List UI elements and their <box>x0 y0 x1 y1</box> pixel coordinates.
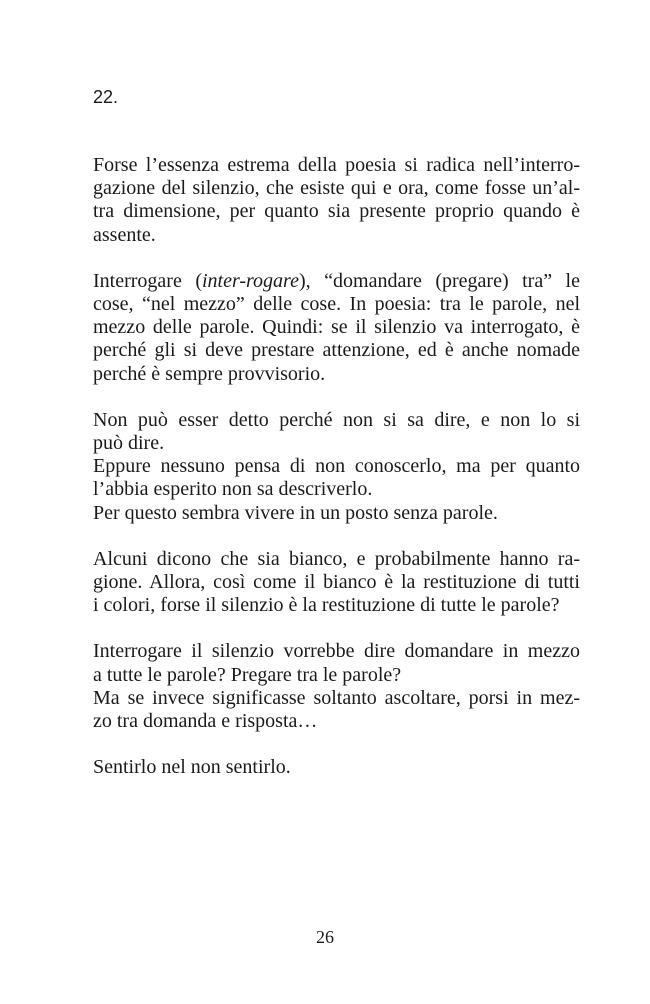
text-line: Sentirlo nel non sentirlo. <box>93 756 291 779</box>
paragraph-8 <box>93 687 580 733</box>
paragraph-4 <box>93 455 580 501</box>
text-line: gione. Allora, così come il bianco è la restituzione di tutti <box>93 571 580 594</box>
text-line: zo tra domanda e risposta… <box>93 710 318 733</box>
paragraph-2 <box>93 270 580 386</box>
text-line: cose, “nel mezzo” delle cose. In poesia: tra le parole, nel <box>93 293 580 316</box>
paragraph-1 <box>93 154 580 247</box>
text-line: i colori, forse il silenzio è la restituzione di tutte le parole? <box>93 594 560 617</box>
body-text <box>93 154 580 802</box>
text-line: tra dimensione, per quanto sia presente proprio quando è <box>93 200 580 223</box>
text-line: perché è sempre provvisorio. <box>93 362 326 385</box>
text-line: Interrogare il silenzio vorrebbe dire domandare in mezzo <box>93 640 580 663</box>
paragraph-3 <box>93 409 580 455</box>
text-line-with-emphasis: Interrogare (inter-rogare), “domandare (pregare) tra” le <box>93 269 580 292</box>
text-line: Alcuni dicono che sia bianco, e probabilmente hanno ra- <box>93 547 580 570</box>
italic-term: inter-rogare <box>201 269 299 292</box>
text-line: Per questo sembra vivere in un posto senza parole. <box>93 501 498 524</box>
text-line: Eppure nessuno pensa di non conoscerlo, ma per quanto <box>93 455 580 478</box>
text-line: Forse l’essenza estrema della poesia si radica nell’interro- <box>93 154 580 176</box>
chapter-number: 22. <box>93 87 119 107</box>
text-line: può dire. <box>93 432 165 455</box>
paragraph-5 <box>93 502 580 525</box>
paragraph-7 <box>93 640 580 686</box>
text-line: perché gli si deve prestare attenzione, ed è anche nomade <box>93 339 580 362</box>
text-line: mezzo delle parole. Quindi: se il silenzio va interrogato, è <box>93 316 580 339</box>
text-line: Ma se invece significasse soltanto ascoltare, porsi in mez- <box>93 686 580 709</box>
text-line: gazione del silenzio, che esiste qui e ora, come fosse un’al- <box>93 177 580 200</box>
text-line: a tutte le parole? Pregare tra le parole? <box>93 663 402 686</box>
paragraph-6 <box>93 548 580 618</box>
text-line: assente. <box>93 223 156 246</box>
page-number: 26 <box>316 927 334 947</box>
paragraph-9 <box>93 756 580 779</box>
text-line: l’abbia esperito non sa descriverlo. <box>93 478 373 501</box>
text-line: Non può esser detto perché non si sa dire, e non lo si <box>93 408 580 431</box>
